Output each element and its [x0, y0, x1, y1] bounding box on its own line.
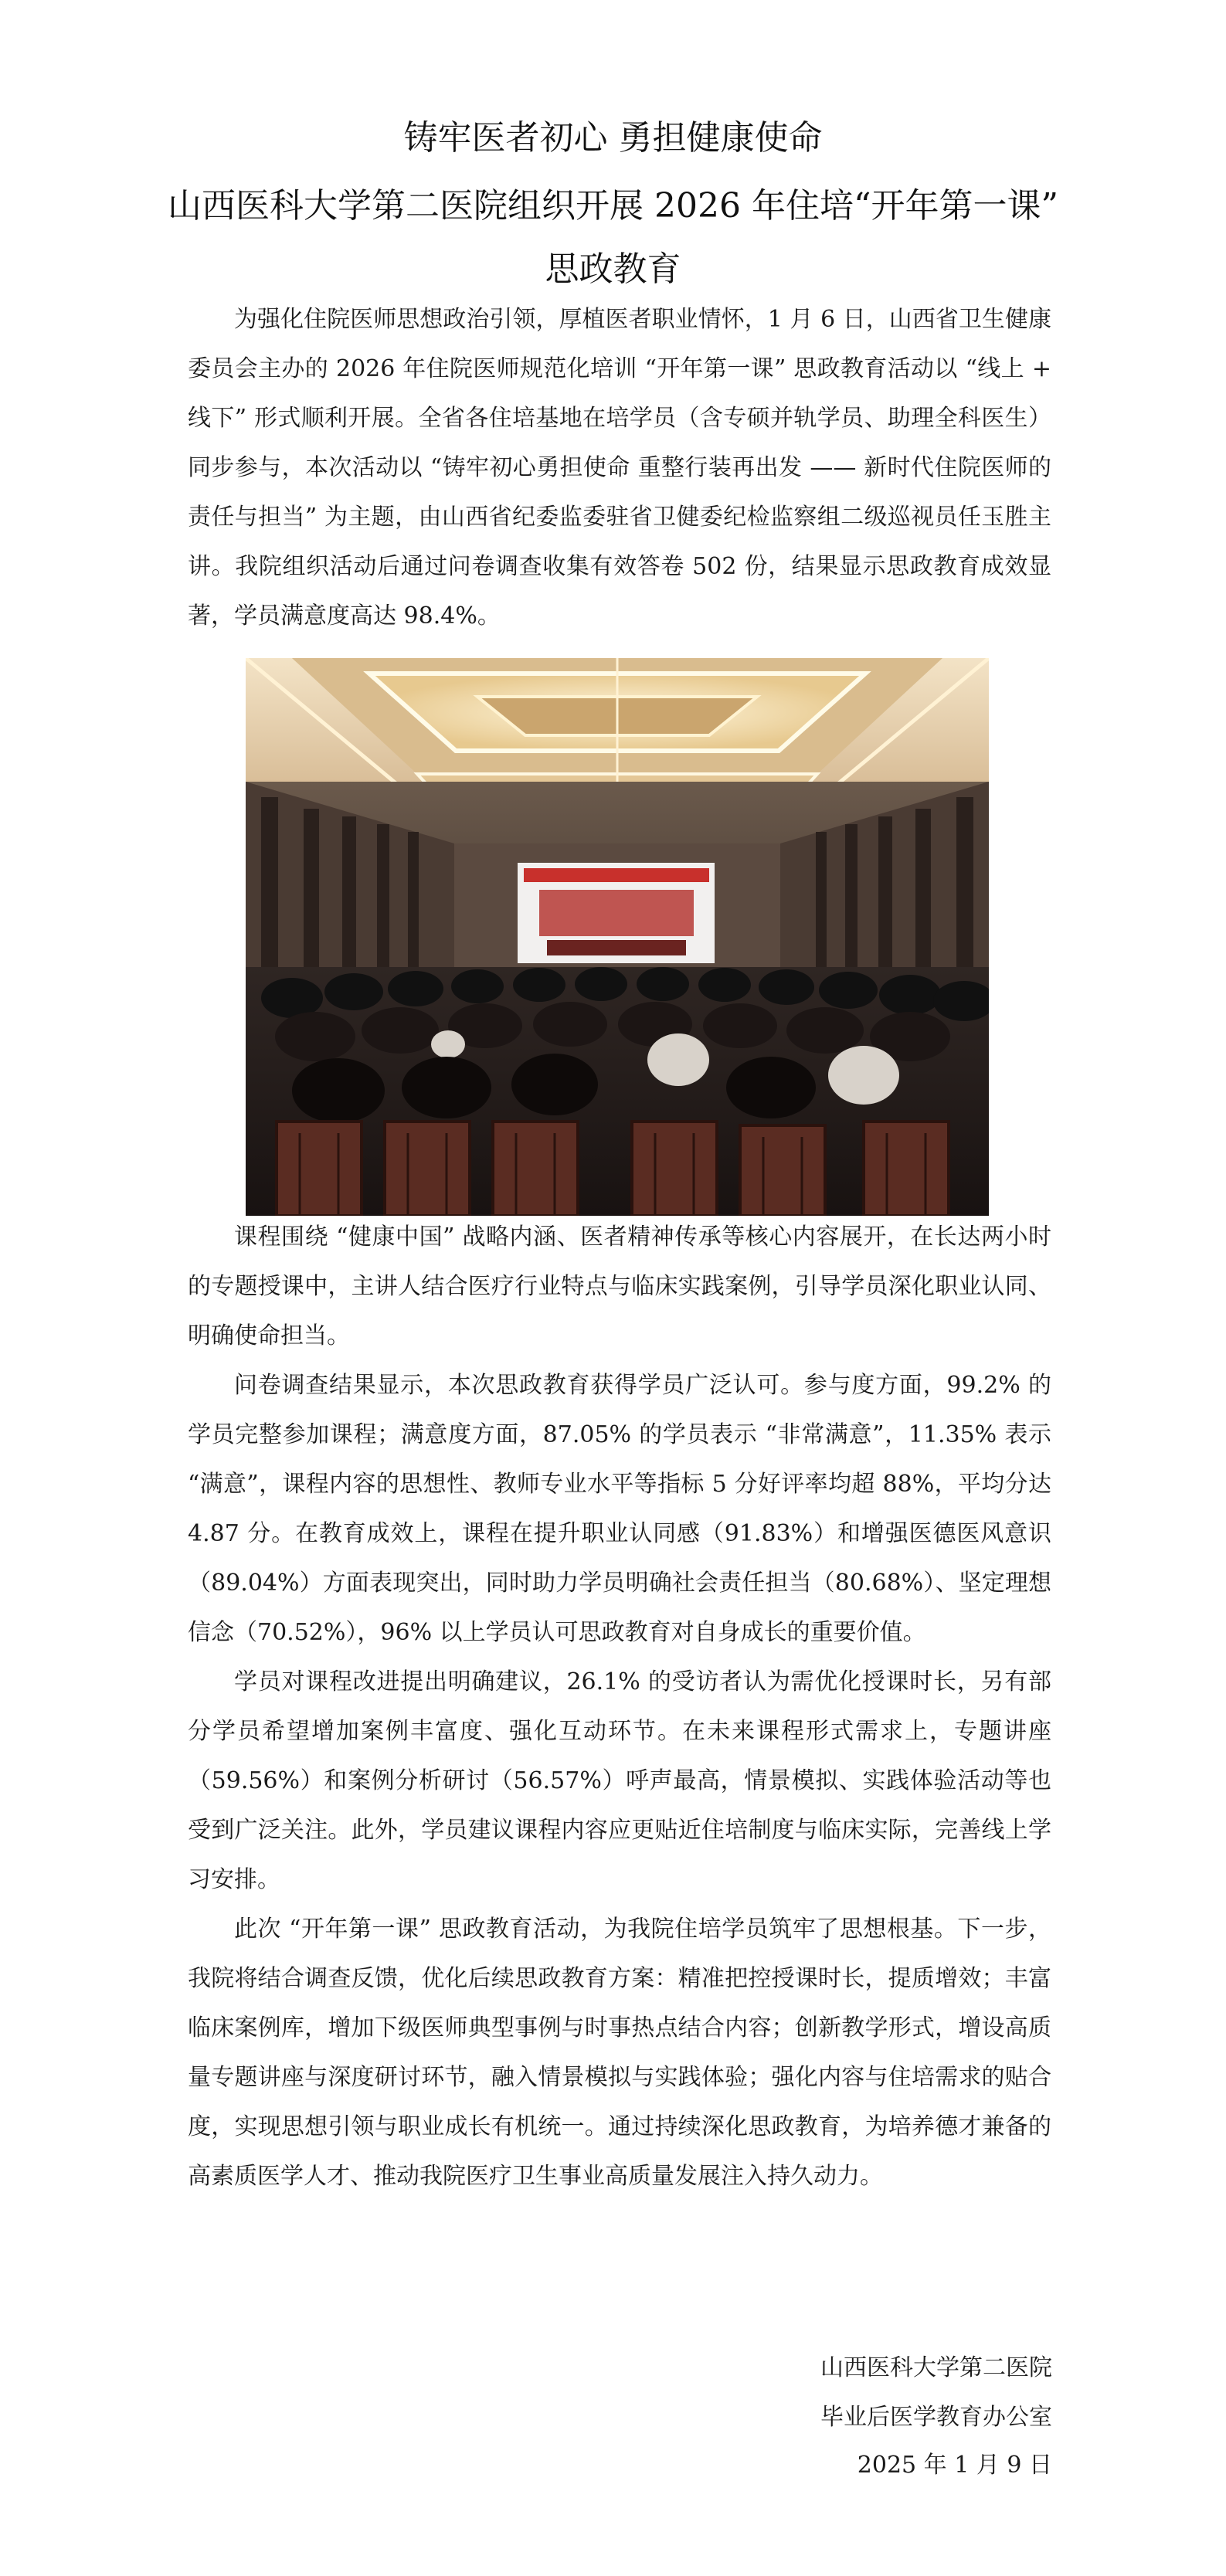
lecture-hall-photo: [246, 658, 989, 1216]
paragraph-course: 课程围绕 “健康中国” 战略内涵、医者精神传承等核心内容展开，在长达两小时的专题授课中，主讲人结合医疗行业特点与临床实践案例，引导学员深化职业认同、明确使命担当。: [188, 1224, 1051, 1349]
signature-date: 2025 年 1 月 9 日: [857, 2452, 1052, 2479]
paragraph-next-steps: 此次 “开年第一课” 思政教育活动，为我院住培学员筑牢了思想根基。下一步，我院将结合调查反馈，优化后续思政教育方案：精准把控授课时长，提质增效；丰富临床案例库，增加下级医师典型事例与时事热点结合内容；创新教学形式，增设高质量专题讲座与深度研讨环节，融入情景模拟与实践体验；强化内容与住培需求的贴合度，实现思想引领与职业成长有机统一。通过持续深化思政教育，为培养德才兼备的高素质医学人才、推动我院医疗卫生事业高质量发展注入持久动力。: [188, 1916, 1051, 2190]
paragraph-survey: 问卷调查结果显示，本次思政教育获得学员广泛认可。参与度方面，99.2% 的学员完整参加课程；满意度方面，87.05% 的学员表示 “非常满意”，11.35% 表示 “满意”，课程内容的思想性、教师专业水平等指标 5 分好评率均超 88%，平均分达 4.87 分。在教育成效上，课程在提升职业认同感（91.83%）和增强医德医风意识（89.04%）方面表现突出，同时助力学员明确社会责任担当（80.68%）、坚定理想信念（70.52%），96% 以上学员认可思政教育对自身成长的重要价值。: [188, 1372, 1051, 1646]
paragraph-suggestions: 学员对课程改进提出明确建议，26.1% 的受访者认为需优化授课时长，另有部分学员希望增加案例丰富度、强化互动环节。在未来课程形式需求上，专题讲座（59.56%）和案例分析研讨（56.57%）呼声最高，情景模拟、实践体验活动等也受到广泛关注。此外，学员建议课程内容应更贴近住培制度与临床实际，完善线上学习安排。: [188, 1668, 1051, 1893]
signature-department: 毕业后医学教育办公室: [820, 2404, 1052, 2431]
title-line-1: 铸牢医者初心 勇担健康使命: [403, 118, 823, 158]
title-line-2: 山西医科大学第二医院组织开展 2026 年住培“开年第一课”: [168, 186, 1058, 226]
paragraph-intro: 为强化住院医师思想政治引领，厚植医者职业情怀，1 月 6 日，山西省卫生健康委员会主办的 2026 年住院医师规范化培训 “开年第一课” 思政教育活动以 “线上 + 线下” 形式顺利开展。全省各住培基地在培学员（含专硕并轨学员、助理全科医生）同步参与，本次活动以 “铸牢初心勇担使命 重整行装再出发 —— 新时代住院医师的责任与担当” 为主题，由山西省纪委监委驻省卫健委纪检监察组二级巡视员任玉胜主讲。我院组织活动后通过问卷调查收集有效答卷 502 份，结果显示思政教育成效显著，学员满意度高达 98.4%。: [188, 306, 1051, 630]
signature-organization: 山西医科大学第二医院: [820, 2354, 1052, 2381]
title-line-3: 思政教育: [545, 249, 681, 289]
